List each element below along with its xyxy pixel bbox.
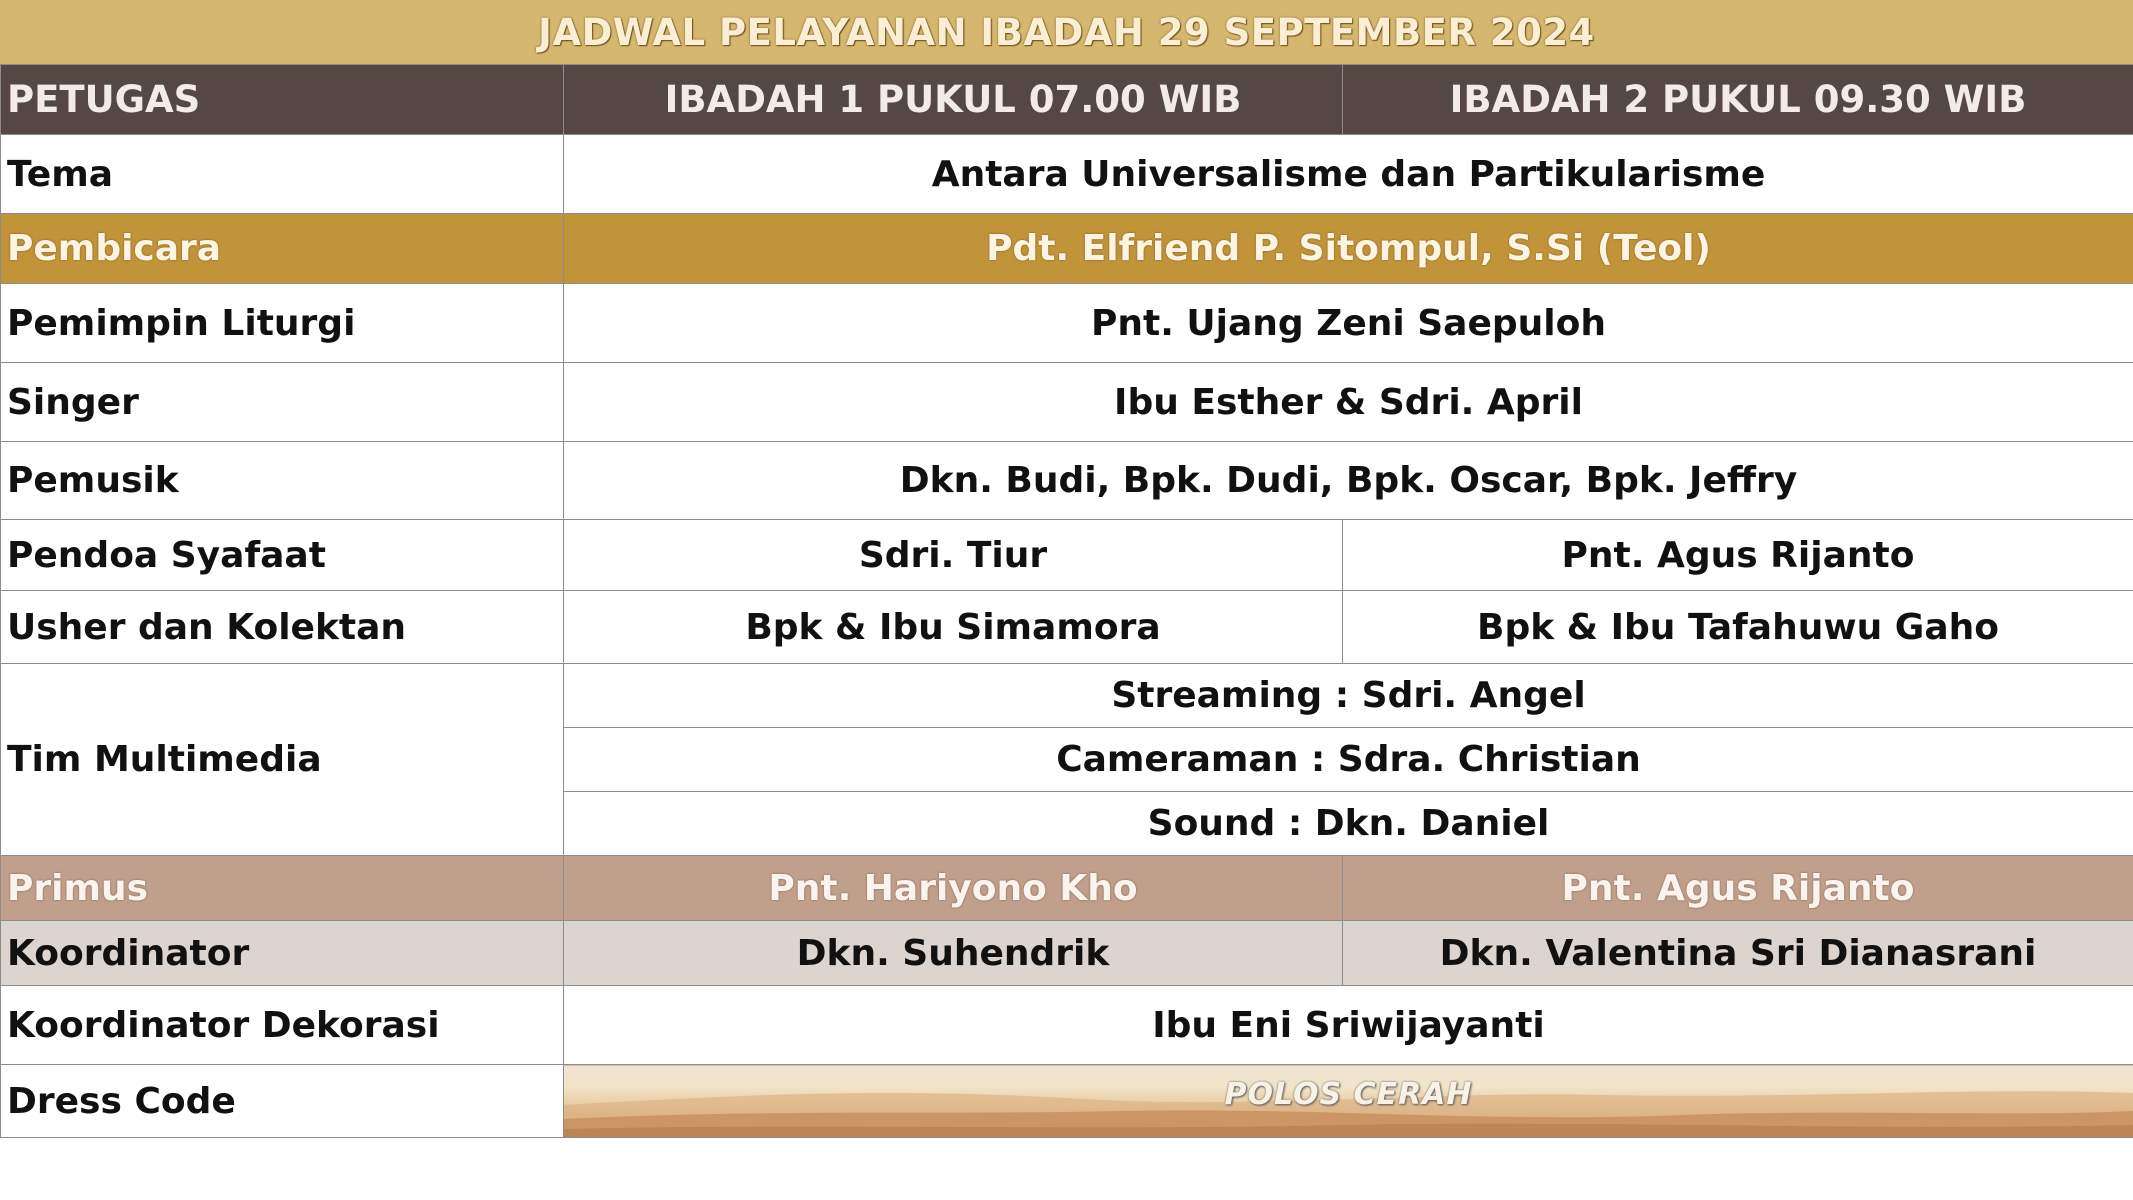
pemusik-label: Pemusik	[1, 442, 564, 520]
koordinator-dekorasi-label: Koordinator Dekorasi	[1, 986, 564, 1065]
dress-code-label: Dress Code	[1, 1065, 564, 1138]
koordinator-dekorasi-value: Ibu Eni Sriwijayanti	[564, 986, 2133, 1065]
row-primus	[1, 856, 2133, 921]
row-singer	[1, 363, 2133, 442]
header-service-2: IBADAH 2 PUKUL 09.30 WIB	[1343, 65, 2133, 135]
row-pemimpin-liturgi	[1, 284, 2133, 363]
pembicara-label: Pembicara	[1, 214, 564, 284]
primus-service-2: Pnt. Agus Rijanto	[1343, 856, 2133, 921]
multimedia-cameraman: Cameraman : Sdra. Christian	[564, 728, 2133, 792]
multimedia-label: Tim Multimedia	[1, 664, 564, 856]
pendoa-syafaat-label: Pendoa Syafaat	[1, 520, 564, 591]
row-usher	[1, 591, 2133, 664]
usher-label: Usher dan Kolektan	[1, 591, 564, 664]
dress-code-cell	[564, 1065, 2133, 1138]
koordinator-service-1: Dkn. Suhendrik	[564, 921, 1343, 986]
header-row	[1, 65, 2133, 135]
pemimpin-liturgi-value: Pnt. Ujang Zeni Saepuloh	[564, 284, 2133, 363]
pemusik-value: Dkn. Budi, Bpk. Dudi, Bpk. Oscar, Bpk. Jeffry	[564, 442, 2133, 520]
tema-value: Antara Universalisme dan Partikularisme	[564, 135, 2133, 214]
koordinator-service-2: Dkn. Valentina Sri Dianasrani	[1343, 921, 2133, 986]
usher-service-1: Bpk & Ibu Simamora	[564, 591, 1343, 664]
tema-label: Tema	[1, 135, 564, 214]
row-koordinator-dekorasi	[1, 986, 2133, 1065]
header-service-1: IBADAH 1 PUKUL 07.00 WIB	[564, 65, 1343, 135]
pendoa-syafaat-service-1: Sdri. Tiur	[564, 520, 1343, 591]
row-multimedia-streaming	[1, 664, 2133, 728]
row-dress-code	[1, 1065, 2133, 1138]
row-koordinator	[1, 921, 2133, 986]
schedule-table	[0, 64, 2133, 1138]
primus-label: Primus	[1, 856, 564, 921]
singer-value: Ibu Esther & Sdri. April	[564, 363, 2133, 442]
dress-code-value: POLOS CERAH	[1224, 1077, 1473, 1112]
pendoa-syafaat-service-2: Pnt. Agus Rijanto	[1343, 520, 2133, 591]
schedule-title: JADWAL PELAYANAN IBADAH 29 SEPTEMBER 2024	[0, 0, 2133, 64]
multimedia-sound: Sound : Dkn. Daniel	[564, 792, 2133, 856]
multimedia-streaming: Streaming : Sdri. Angel	[564, 664, 2133, 728]
koordinator-label: Koordinator	[1, 921, 564, 986]
singer-label: Singer	[1, 363, 564, 442]
pembicara-value: Pdt. Elfriend P. Sitompul, S.Si (Teol)	[564, 214, 2133, 284]
row-pembicara	[1, 214, 2133, 284]
row-pendoa-syafaat	[1, 520, 2133, 591]
row-tema	[1, 135, 2133, 214]
primus-service-1: Pnt. Hariyono Kho	[564, 856, 1343, 921]
pemimpin-liturgi-label: Pemimpin Liturgi	[1, 284, 564, 363]
header-petugas: PETUGAS	[1, 65, 564, 135]
row-pemusik	[1, 442, 2133, 520]
usher-service-2: Bpk & Ibu Tafahuwu Gaho	[1343, 591, 2133, 664]
